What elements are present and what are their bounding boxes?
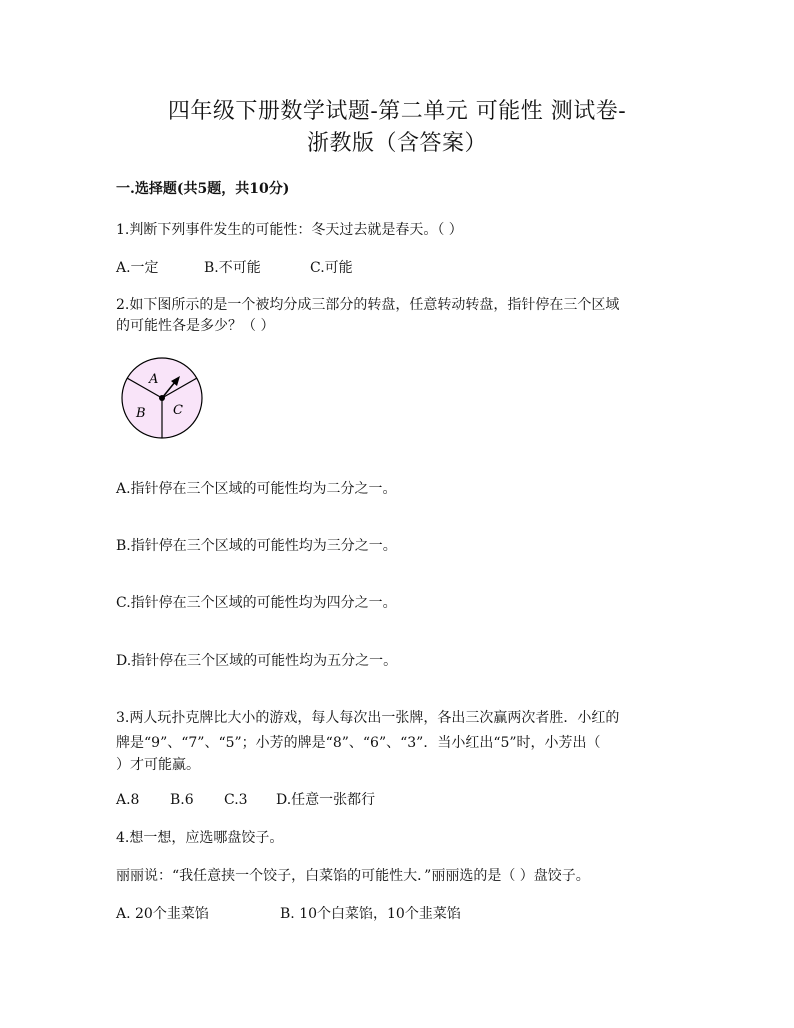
spinner-figure [117,356,209,440]
q2-option-a: A.指针停在三个区域的可能性均为二分之一。 [116,481,397,497]
question-4-quote: 丽丽说：“我任意挟一个饺子，白菜馅的可能性大．”丽丽选的是（ ）盘饺子。 [116,868,590,884]
question-3-stem-line3: ）才可能赢。 [116,757,200,773]
document-title-line1: 四年级下册数学试题-第二单元 可能性 测试卷- [167,99,627,124]
q1-option-b: B.不可能 [204,260,261,276]
q3-option-b: B.6 [170,792,194,808]
question-2-stem-line1: 2.如下图所示的是一个被均分成三部分的转盘，任意转动转盘，指针停在三个区域 [116,297,620,313]
q2-option-d: D.指针停在三个区域的可能性均为五分之一。 [116,653,398,669]
q2-option-c: C.指针停在三个区域的可能性均为四分之一。 [116,595,397,611]
question-4-stem: 4.想一想，应选哪盘饺子。 [116,830,284,846]
section-heading: 一.选择题(共5题，共10分) [116,181,290,197]
question-1-stem: 1.判断下列事件发生的可能性：冬天过去就是春天。（ ） [116,222,463,238]
document-title-line2: 浙教版（含答案） [306,131,487,156]
question-1-options [116,258,353,278]
q1-option-c: C.可能 [310,260,353,276]
spinner-label-b: B [136,406,146,421]
q2-option-b: B.指针停在三个区域的可能性均为三分之一。 [116,538,397,554]
q3-option-c: C.3 [224,792,248,808]
spinner-label-a: A [149,372,159,387]
question-3-stem-line1: 3.两人玩扑克牌比大小的游戏，每人每次出一张牌，各出三次赢两次者胜．小红的 [116,710,620,726]
q4-option-a: A. 20个韭菜馅 [116,906,209,922]
q4-option-b: B. 10个白菜馅，10个韭菜馅 [280,906,461,922]
q3-option-a: A.8 [116,792,140,808]
question-4-options [116,904,461,924]
spinner-center [159,395,165,401]
q1-option-a: A.一定 [116,260,159,276]
question-3-options [116,790,375,810]
q3-option-d: D.任意一张都行 [276,792,376,808]
spinner-label-c: C [173,403,183,418]
question-2-stem-line2: 的可能性各是多少？（ ） [116,318,275,334]
question-3-stem-line2: 牌是“9”、“7”、“5”；小芳的牌是“8”、“6”、“3”．当小红出“5”时，小芳出（ [116,735,601,751]
